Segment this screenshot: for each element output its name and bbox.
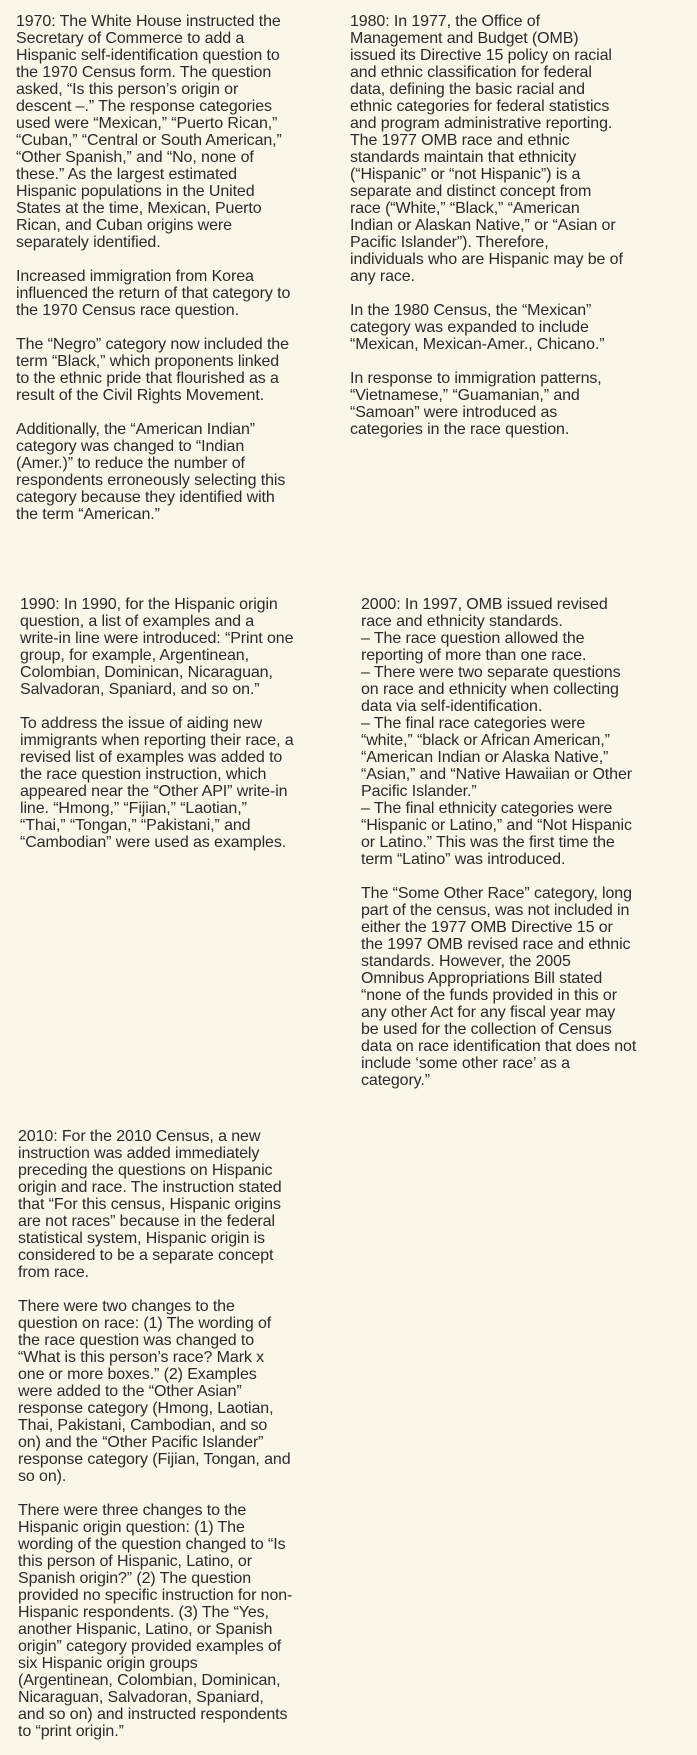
section-2000 bbox=[361, 596, 681, 1089]
section-2000-paragraph-2: The “Some Other Race” category, long part of the census, was not included in either the 1977 OMB Directive 15 or the 1997 OMB revised race and ethnic standards. However, the 2005 Omnibus Appropriations Bill stated “none of the funds provided in this or any other Act for any fiscal year may be used for the collection of Census data on race identification that does not include ‘some other race’ as a category.” bbox=[361, 885, 637, 1089]
section-1970-paragraph-2: Increased immigration from Korea influenced the return of that category to the 1970 Census race question. bbox=[16, 268, 291, 319]
section-1980-paragraph-3: In response to immigration patterns, “Vietnamese,” “Guamanian,” and “Samoan” were introduced as categories in the race question. bbox=[350, 370, 602, 438]
section-1990-paragraph-1: 1990: In 1990, for the Hispanic origin question, a list of examples and a write-in line were introduced: “Print one group, for example, Argentinean, Colombian, Dominican, Nicaraguan, Salvadoran, Spaniard, and so on.” bbox=[20, 596, 294, 698]
section-1970-paragraph-1: 1970: The White House instructed the Secretary of Commerce to add a Hispanic self-identification question to the 1970 Census form. The question asked, “Is this person’s origin or descent –.” The response categories used were “Mexican,” “Puerto Rican,” “Cuban,” “Central or South American,” “Other Spanish,” and “No, none of these.” As the largest estimated Hispanic populations in the United States at the time, Mexican, Puerto Rican, and Cuban origins were separately identified. bbox=[16, 13, 282, 251]
section-1980-paragraph-2: In the 1980 Census, the “Mexican” category was expanded to include “Mexican, Mexican-Amer., Chicano.” bbox=[350, 302, 605, 353]
section-1990 bbox=[20, 596, 330, 851]
section-1980 bbox=[350, 13, 670, 438]
section-1970-paragraph-4: Additionally, the “American Indian” category was changed to “Indian (Amer.)” to reduce the number of respondents erroneously selecting this category because they identified with the term “American.” bbox=[16, 421, 286, 523]
section-2010-paragraph-1: 2010: For the 2010 Census, a new instruction was added immediately preceding the questions on Hispanic origin and race. The instruction stated that “For this census, Hispanic origins are not races” because in the federal statistical system, Hispanic origin is considered to be a separate concept from race. bbox=[18, 1128, 282, 1281]
section-1970 bbox=[16, 13, 326, 523]
section-1980-paragraph-1: 1980: In 1977, the Office of Management and Budget (OMB) issued its Directive 15 policy on racial and ethnic classification for federal data, defining the basic racial and ethnic categories for federal statistics and program administrative reporting. The 1977 OMB race and ethnic standards maintain that ethnicity (“Hispanic” or “not Hispanic”) is a separate and distinct concept from race (“White,” “Black,” “American Indian or Alaskan Native,” or “Asian or Pacific Islander”). Therefore, individuals who are Hispanic may be of any race. bbox=[350, 13, 623, 285]
section-1970-paragraph-3: The “Negro” category now included the term “Black,” which proponents linked to the ethnic pride that flourished as a result of the Civil Rights Movement. bbox=[16, 336, 289, 404]
section-2000-paragraph-1: 2000: In 1997, OMB issued revised race and ethnicity standards. – The race question allowed the reporting of more than one race. – There were two separate questions on race and ethnicity when collecting data via self-identification. – The final race categories were “white,” “black or African American,” “American Indian or Alaska Native,” “Asian,” and “Native Hawaiian or Other Pacific Islander.” – The final ethnicity categories were “Hispanic or Latino,” and “Not Hispanic or Latino.” This was the first time the term “Latino” was introduced. bbox=[361, 596, 632, 868]
section-1990-paragraph-2: To address the issue of aiding new immigrants when reporting their race, a revised list of examples was added to the race question instruction, which appeared near the “Other API” write-in line. “Hmong,” “Fijian,” “Laotian,” “Thai,” “Tongan,” “Pakistani,” and “Cambodian” were used as examples. bbox=[20, 715, 294, 851]
section-2010-paragraph-3: There were three changes to the Hispanic origin question: (1) The wording of the question changed to “Is this person of Hispanic, Latino, or Spanish origin?” (2) The question provided no specific instruction for non- Hispanic respondents. (3) The “Yes, another Hispanic, Latino, or Spanish origin” category provided examples of six Hispanic origin groups (Argentinean, Colombian, Dominican, Nicaraguan, Salvadoran, Spaniard, and so on) and instructed respondents to “print origin.” bbox=[18, 1502, 293, 1740]
section-2010 bbox=[18, 1128, 328, 1740]
section-2010-paragraph-2: There were two changes to the question on race: (1) The wording of the race question was changed to “What is this person’s race? Mark x one or more boxes.” (2) Examples were added to the “Other Asian” response category (Hmong, Laotian, Thai, Pakistani, Cambodian, and so on) and the “Other Pacific Islander” response category (Fijian, Tongan, and so on). bbox=[18, 1298, 291, 1485]
